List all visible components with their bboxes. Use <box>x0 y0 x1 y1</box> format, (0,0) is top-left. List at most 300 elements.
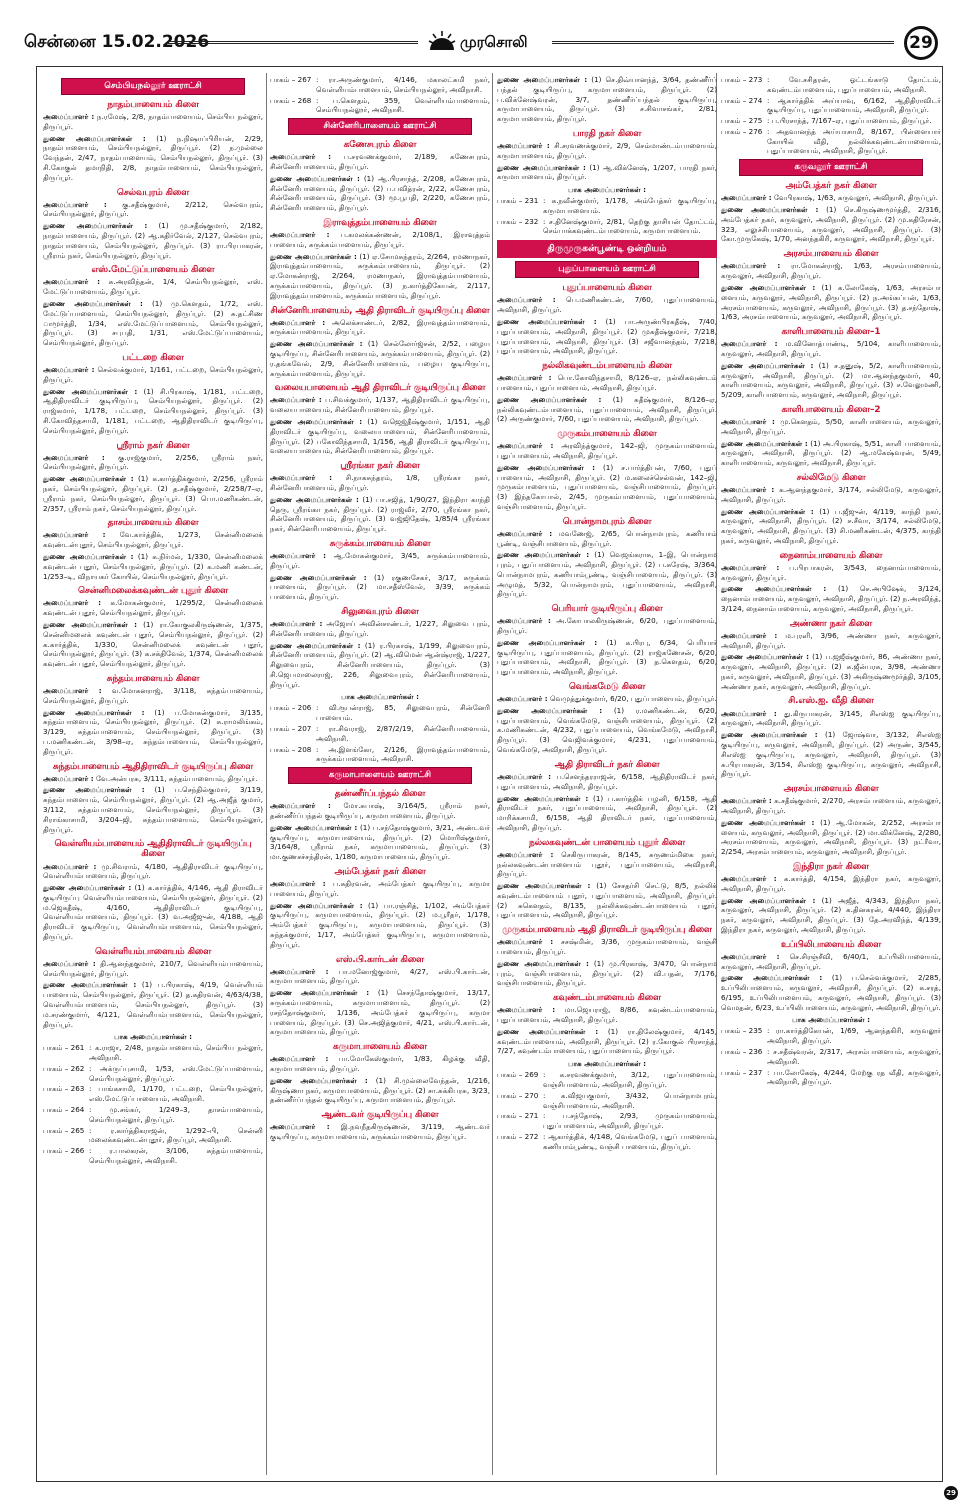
organiser-entry <box>43 785 263 834</box>
organiser-details: மோ.சுபாஷ், 3/164/5, ஸ்ரீராம் நகர், தண்ணீர்ப்பந்தல் குடியிருப்பு, கருமாபாளையம், திருப்பூர். <box>270 801 490 821</box>
role-label: அமைப்பாளர் : <box>721 339 778 349</box>
branch-heading: வலையபாளையம் ஆதி திராவிடர் குடியிருப்பு கிளை <box>274 383 486 394</box>
role-label: துணை அமைப்பாளர்கள் : <box>43 785 145 795</box>
organiser-entry <box>497 937 717 957</box>
organiser-entry <box>43 959 263 979</box>
organiser-details: (1) ப.மோகன்குமார், 3/135, சுந்தம்பாளையம், செம்பியநல்லூர், திருப்பூர். (2) சு.ராமலிங்கம், 3/129, சுந்தம்பாளையம், செம்பியநல்லூர், திருப்பூர். (3) ப.மணிகண்டன், 3/98–ஏ, சுந்தம்பாளையம், செம்பியநல்லூர், திருப்பூர். <box>43 707 263 756</box>
organiser-entry <box>270 573 490 602</box>
edition-date: சென்னை 15.02.2026 <box>24 32 210 52</box>
branch-heading: நல்லிகவுண்டம்பாளையம் கிளை <box>542 361 672 372</box>
booth-entry <box>270 75 490 95</box>
booth-number: பாகம் – 261 <box>43 1043 85 1053</box>
branch-heading: புதுப்பாளையம் கிளை <box>562 283 652 294</box>
organiser-entry <box>270 551 490 571</box>
organiser-entry <box>497 1005 717 1025</box>
role-label: அமைப்பாளர் : <box>721 562 780 572</box>
organiser-entry <box>721 563 941 583</box>
column-3 <box>497 75 717 1473</box>
booth-organiser-details: : ரா.கார்த்திகேயன், 1/69, ஆனந்தகிரி, கருவலூர் அவிநாசி, திருப்பூர். <box>767 1026 941 1046</box>
branch-heading: கருமாபாளையம் கிளை <box>332 1042 427 1053</box>
organiser-details: மு.கௌதம், 5/50, காளிபாளையம், கருவலூர், அவிநாசி, திருப்பூர். <box>721 416 941 436</box>
branch-heading: அரசம்பாளையம் கிளை <box>783 784 879 795</box>
branch-heading: எஸ்.மேட்டுப்பாளையம் கிளை <box>91 265 215 276</box>
organiser-details: (1) சி.பிரகாஷ், 1/181, பட்டறை, ஆதிதிராவிடர் குடியிருப்பு, செம்பியநல்லூர், திருப்பூர். (2) ராஜ்கமார், 1/178, பட்டறை, செம்பியநல்லூர், திருப்பூர். (3) சி.கோவிந்தசாமி, 1/181, பட்டறை, ஆதிதிராவிடர் குடியிருப்பு, செம்பியநல்லூர், திருப்பூர். <box>43 386 263 435</box>
booth-organiser-details: : க.நவீன்குமார், 1/178, அம்பேத்கர் குடியிருப்பு, கருமாபாளையம். <box>543 196 717 215</box>
role-label: துணை அமைப்பாளர்கள் : <box>270 572 367 582</box>
role-label: துணை அமைப்பாளர்கள் : <box>497 705 603 715</box>
booth-organiser-details: : க.சரவணக்குமார், 3/12, புதுப்பாளையம், வஞ்சிபாளையம், அவிநாசி, திருப்பூர். <box>543 1070 717 1090</box>
organiser-details: (1) பா.அருண்பிரகதீஷ், 7/40, புதுப்பாளையம், அவிநாசி, திருப்பூர். (2) முகதீஷ்குமார், 7/218, புதுப்பாளையம், அவிநாசி, திருப்பூர். (3) சஜீவானந்தம், 7/218, புதுப்பாளையம், அவிநாசி, திருப்பூர். <box>497 316 717 356</box>
role-label: துணை அமைப்பாளர்கள் : <box>270 900 363 910</box>
masthead-rule-right <box>552 41 894 44</box>
organiser-details: (1) ச.பார்த்திபன், 7/60, புதுப் பாளையம், அவிநாசி, திருப்பூர். (2) ம.கலைச்செல்வன், 142–ஜி, முருகம்பாளையம், புதுப்பாளையம், வஞ்சிபாளையம், திருப்பூர். (3) இந்தகோபால், 2/45, முருகம்பாளையம், புதுப்பாளையம், வஞ்சிபாளையம், திருப்பூர். <box>497 462 717 511</box>
branch-heading: அரசம்பாளையம் கிளை <box>783 249 879 260</box>
branch-heading: ஸ்ரீராம் நகர் கிளை <box>116 440 190 451</box>
organiser-entry <box>721 417 941 437</box>
booth-organiser-details: : பா.லோகேஷ், 4/244, மேற்கு ரத வீதி, கருவலூர், அவிநாசி, திருப்பூர். <box>767 1067 941 1087</box>
booth-organiser-details: : ஆகார்த்திக் அய்யாவு, 6/162, ஆதிதிராவிடர் குடியிருப்பு, புதுப்பாளையம், அவிநாசி, திருப்பூர். <box>767 95 941 115</box>
booth-entry <box>270 96 490 116</box>
role-label: துணை அமைப்பாளர்கள் : <box>43 883 132 893</box>
organiser-details: (1) ஆ.பிரசாந்த், 2/208, கணேசபுரம், சின்னேரிபாளையம், திருப்பூர். (2) ப.பவித்ரன், 2/22, கணேசபுரம், சின்னேரிபாளையம், திருப்பூர். (3) மூ.பூபதி, 2/220, கணேசபுரம், சின்னேரிபாளையம், திருப்பூர். <box>270 173 490 213</box>
organiser-details: மு.சிவராம், 4/180, ஆதிதிராவிடர் குடியிருப்பு, வெள்ளியம்பாளையம், திருப்பூர். <box>43 861 263 881</box>
organiser-entry <box>43 883 263 942</box>
organiser-details: பொ.கோவிந்தசாமி, 8/126–ஏ, நல்லிகவுண்டம் பாளையம், புதுப்பாளையம், அவிநாசி, திருப்பூர். <box>497 373 717 392</box>
organiser-details: (1) ர.மணிகண்டன், 6/20, புதுப்பாளையம், வெங்கமேடு, வஞ்சிபாளையம், திருப்பூர். (2) க.மணிகண்டன், 4/232, புதுப்பாளையம், வெங்கமேடு, அவிநாசி, திருப்பூர். (3) வெஜிவக்குமார், 4/231, புதுப்பாளையம், வெங்கமேடு, அவிநாசி, திருப்பூர். <box>497 705 717 755</box>
role-label: அமைப்பாளர் : <box>43 958 96 968</box>
organiser-entry <box>270 967 490 987</box>
organiser-details: (1) ஆ.விக்னேஷ், 1/207, பாரதி நகர், கருமாபாளையம், திருப்பூர். <box>497 162 717 182</box>
booth-entry <box>43 1084 263 1104</box>
organiser-entry <box>721 952 941 972</box>
role-label: துணை அமைப்பாளர்கள் : <box>43 707 145 717</box>
column-1 <box>43 75 263 1473</box>
organiser-entry <box>270 473 490 493</box>
organiser-details: (1) ர.பிரகாஷ், 1/199, சிலுவைபுரம், சின்னேரிபாளையம், திருப்பூர். (2) ஆ.விமென் ஆன்ஷ்ராஜ், 1/227, சிலுவைபுரம், சின்னேரிபாளையம், திருப்பூர். (3) சி.ஜெபமாலைராஜ், 226, சிலுவைபுரம், சின்னேரிபாளையம், திருப்பூர். <box>270 640 490 689</box>
role-label: அமைப்பாளர் : <box>43 112 95 122</box>
booth-organiser-details: : ச.சதீஷ்வரன், 2/317, அரசம்பாளையம், கருவலூர், அவிநாசி. <box>767 1047 941 1066</box>
organiser-details: ப.சரவணக்குமார், 2/189, கணேசபுரம், சின்னேரிபாளையம், திருப்பூர். <box>270 152 490 172</box>
role-label: அமைப்பாளர் : <box>270 152 332 162</box>
panchayat-heading: கருவலூர் ஊராட்சி <box>739 159 924 176</box>
branch-heading: சின்னேரிபாளையம், ஆதி திராவிடர் குடியிருப்பு கிளை <box>270 305 490 316</box>
booth-organiser-details: : ஆகார்த்திக், 4/148, வெங்கமேடு, புதுப் பாளையம், கணியாம்பூண்டி, வஞ்சி பாளையம், திருப்பூர். <box>543 1131 717 1151</box>
booth-entry <box>43 1146 263 1166</box>
organiser-details: (1) வெஜங்கராசு, 1–இ, பொன்நாம புரம், புதுப்பாளையம், அவிநாசி, திருப்பூர். (2) ப.சுரேஷ், 3/364, பொன்நாமபுரம், கணியாம்பூண்டி, வஞ்சிபாளையம், திருப்பூர். (3) அழுமத், 5/32, பொன்நாமபுரம், புதுப்பாளையம், அவிநாசி, திருப்பூர். <box>497 550 717 599</box>
role-label: துணை அமைப்பாளர்கள் : <box>270 822 358 832</box>
organiser-entry <box>270 395 490 415</box>
organiser-details: (1) ப.கார்த்திக் பழனி, 6/158, ஆதி திராவிடர் நகர், புதுப்பாளையம், அவிநாசி, திருப்பூர். (2) மாரிக்கசாமி, 6/158, ஆதி திராவிடர் நகர், புதுப்பாளையம், அவிநாசி, திருப்பூர். <box>497 793 717 832</box>
organiser-details: சி.சரவணக்குமார், 2/9, செம்மாண்டம்பாளையம், கருமாபாளையம், திருப்பூர். <box>497 141 717 160</box>
booth-organiser-details: : க.விஜயகுமார், 3/432, பொன்நாமபுரம், வஞ்சிபாளையம், அவிநாசி. <box>543 1090 717 1110</box>
organiser-entry <box>497 373 717 393</box>
organiser-entry <box>43 530 263 550</box>
organiser-details: (1) ரகுணசேகர், 3/17, சுருக்கம் பாளையம், திருப்பூர். (2) மா.சதீஸ்வேல், 3/39, சுருக்கம் பாளையம், திருப்பூர். <box>270 572 490 602</box>
organiser-entry <box>721 507 941 546</box>
branch-heading: கவுண்டம்பாளையம் கிளை <box>553 993 661 1004</box>
booth-organisers-heading: பாக அமைப்பாளர்கள் : <box>792 1015 870 1025</box>
organiser-entry <box>270 988 490 1037</box>
union-heading: திருமுருகன்பூண்டி ஒன்றியம் <box>497 240 717 258</box>
organiser-entry <box>270 152 490 172</box>
role-label: அமைப்பாளர் : <box>721 708 777 718</box>
role-label: அமைப்பாளர் : <box>43 686 102 696</box>
role-label: அமைப்பாளர் : <box>721 261 781 271</box>
role-label: அமைப்பாளர் : <box>270 619 323 629</box>
organiser-entry <box>721 205 941 244</box>
role-label: துணை அமைப்பாளர்கள் : <box>497 550 590 560</box>
role-label: துணை அமைப்பாளர்கள் : <box>43 133 146 143</box>
booth-entry <box>43 1126 263 1146</box>
organiser-entry <box>43 552 263 581</box>
organiser-details: தி.ஆனந்தகுமார், 210/7, வெள்ளியம்பாளையம், செம்பியநல்லூர், திருப்பூர். <box>43 958 263 978</box>
booth-number: பாகம் – 276 <box>721 126 763 136</box>
booth-organiser-details: : ப.கௌதம், 359, வெள்ளியம்பாளையம், செம்பியநல்லூர், அவிநாசி. <box>316 95 490 115</box>
organiser-details: (1) க.லோகேஷ், 1/63, அரசம்பா ளையம், கருவலூர், அவிநாசி, திருப்பூர். (2) ந.அங்கப்பன், 1/63, அரசம்பாளையம், கருவலூர், அவிநாசி, திருப்பூர். (3) த.சந்தோஷ், 1/63, அரசம்பாளையம், கருவலூர், அவிநாசி, திருப்பூர். <box>721 282 941 322</box>
organiser-details: ந.ரமேஷ், 2/8, நாதம்பாளையம், செம்பிய நல்லூர், திருப்பூர். <box>43 112 263 131</box>
organiser-entry <box>43 453 263 473</box>
organiser-entry <box>43 980 263 1029</box>
organiser-details: (1) ஏ.சோமசுந்தரம், 2/264, ரமணாநகர், இராவுத்தம்பாளையம், சுருக்கம்பாளையம், திருப்பூர். (2) ஏ.மோகன்ராஜ், 2/264, ரமணாநகர், இராவுத்தம்பாளையம், சுருக்கம்பாளையம், திருப்பூர். (3) ந.கார்த்திகேயன், 2/117, இராவுத்தம்பாளையம், சுருக்கம்பாளையம், திருப்பூர். <box>270 251 490 300</box>
organiser-entry <box>43 200 263 220</box>
role-label: அமைப்பாளர் : <box>497 295 556 305</box>
organiser-entry <box>497 772 717 792</box>
booth-organiser-details: : க.ராஜா, 2/48, நாதம்பாளையம், செம்பிய நல்லூர், அவிநாசி. <box>89 1043 263 1063</box>
organiser-details: சி.நாகசுந்தரம், 1/8, ஸ்ரீரங்கா நகர், சின்னேரிபாளையம், திருப்பூர். <box>270 473 490 492</box>
organiser-entry <box>497 163 717 183</box>
organiser-entry <box>497 463 717 512</box>
branch-heading: வெள்ளியம்பாளையம் கிளை <box>94 946 212 957</box>
organiser-entry <box>721 439 941 468</box>
organiser-details: பெ.மணிகண்டன், 7/60, புதுப்பாளையம், அவிநாசி, திருப்பூர். <box>497 295 717 315</box>
booth-number: பாகம் – 235 <box>721 1026 763 1036</box>
organiser-details: (1) செ.அபிஷேக், 3/124, நைனாம்பாளையம், கருவலூர், அவிநாசி, திருப்பூர். (2) ந.அரவிந்த், 3/124, நைனாம்பாளையம், கருவலூர், அவிநாசி, திருப்பூர். <box>721 584 941 613</box>
organiser-entry <box>721 796 941 816</box>
role-label: துணை அமைப்பாளர்கள் : <box>497 394 602 404</box>
role-label: அமைப்பாளர் : <box>497 1005 556 1015</box>
organiser-entry <box>721 361 941 400</box>
role-label: அமைப்பாளர் : <box>43 530 106 540</box>
organiser-entry <box>270 1054 490 1074</box>
organiser-details: வே.அன்பரசு, 3/111, சுந்தம்பாளையம், திருப்பூர். <box>93 773 258 783</box>
booth-organisers-heading: பாக அமைப்பாளர்கள் : <box>568 1059 646 1069</box>
booth-number: பாகம் – 232 <box>497 216 539 226</box>
branch-heading: பாரதி நகர் கிளை <box>572 128 642 139</box>
organiser-entry <box>270 252 490 301</box>
booth-organiser-details: : ரா.சிவராஜ், 2/87/2/19, சின்னேரிபாளையம், அவிநாசி. <box>316 724 490 743</box>
booth-entry <box>721 1068 941 1088</box>
organiser-details: (1) ப.செல்வக்குமார், 2/285, உப்பிலிபாளையம், கருவலூர், அவிநாசி, திருப்பூர். (2) க.சரத், 6/195, உப்பிலிபாளையம், கருவலூர், அவிநாசி, திருப்பூர். (3) வெமதன், 6/23, உப்பிலிபாளையம், கருவலூர், அவிநாசி, திருப்பூர். <box>721 973 941 1012</box>
booth-organiser-details: : வே.சசிதரன், ஓட்டங்காடு தோட்டம், கவுண்டம்பாளையம், புதுப்பாளையம், அவிநாசி. <box>767 75 941 94</box>
organiser-entry <box>43 620 263 669</box>
paper-name: முரசொலி <box>460 33 528 51</box>
organiser-details: கு.ராஜ்குமார், 2/256, ஸ்ரீராம் நகர், செம்பியநல்லூர், திருப்பூர். <box>43 452 263 472</box>
role-label: துணை அமைப்பாளர்கள் : <box>721 438 808 448</box>
branch-heading: சல்லிமேடு கிளை <box>796 472 866 483</box>
role-label: துணை அமைப்பாளர்கள் : <box>43 474 134 484</box>
organiser-entry <box>497 441 717 461</box>
booth-organiser-details: : ச.தினேஷ்குமார், 2/81, தெற்கு தாசியன் தோட்டம், செம்பாக்கவுண்டம்பாளையம், கருமாபாளையம். <box>543 216 717 236</box>
booth-entry <box>270 724 490 744</box>
organiser-details: (1) ரா.திலேஷ்குமார், 4/145, கவுண்டம்பாளையம், அவிநாசி, திருப்பூர். (2) ர.கோகுல் பிரசாந்த், 7/27, கவுண்டம்பாளையம், புதுப்பாளையம், திருப்பூர். <box>497 1026 717 1056</box>
organiser-entry <box>43 387 263 436</box>
role-label: அமைப்பாளர் : <box>43 773 94 783</box>
organiser-details: (1) செ.கிருஷ்ணமூர்த்தி, 2/316, அம்பேத்கர் நகர், கருவலூர், அவிநாசி, திருப்பூர். (2) மு.கதிரேசன், 323, எலுச்சிபாளையம், கருவலூர், அவிநாசி, திருப்பூர். (3) கோ.முருகேஷ், 1/70, அனந்தகிரி, கருவலூர், அவிநாசி, திருப்பூர். <box>721 205 941 244</box>
organiser-entry <box>270 879 490 899</box>
organiser-details: ம.புரளி, 3/96, அண்ணா நகர், கருவலூர், அவிநாசி, திருப்பூர். <box>721 630 941 650</box>
organiser-details: கு.சதீஷ்குமார், 2/212, செல்வபுரம், செம்பியநல்லூர், திருப்பூர். <box>43 199 263 219</box>
organiser-entry <box>270 1076 490 1105</box>
organiser-details: (1) செல்லோர்ஜ்சன், 2/52, பழைய குடியிருப்பு, சின்னேரிபாளையம், சுருக்கம்பாளையம், திருப்பூர். (2) ர.தங்கவேல், 2/9, சின்னேரிபாளையம், பழைய குடியிருப்பு, சுருக்கம்பாளையம், திருப்பூர். <box>270 339 490 378</box>
organiser-details: ப.சிவக்குமார், 1/137, ஆதிதிராவிடர் குடியிருப்பு, வலையபாளையம், சின்னேரிபாளையம், திருப்பூர். <box>270 395 490 415</box>
organiser-details: (1) ப.செந்தில்குமார், 3/119, சுந்தம்பாளையம், செம்பியநல்லூர், திருப்பூர். (2) ஆ.அஜீத் குமார், 3/112, சுந்தம்பாளையம், செம்பியநல்லூர், திருப்பூர். (3) சிராங்காசாமி, 3/204–ஜி, சுந்தம்பாளையம், செம்பியநல்லூர், திருப்பூர். <box>43 785 263 834</box>
organiser-entry <box>721 193 941 203</box>
booth-entry <box>721 1026 941 1046</box>
page-number-badge: 29 <box>904 26 938 60</box>
booth-number: பாகம் – 270 <box>497 1090 539 1100</box>
organiser-details: ப.சுதிரவன், அம்பேத்கர் குடியிருப்பு, கருமா பாளையம், திருப்பூர். <box>270 879 490 898</box>
organiser-details: (1) ஜோஷ்வா, 3/132, சிஎஸ்ஐ குடியிருப்பு, கருவலூர், அவிநாசி, திருப்பூர். (2) அருண், 3/545, சிஎஸ்ஐ குடியிருப்பு, கருவலூர், அவிநாசி, திருப்பூர். (3) சு.பிரபாகரன், 3/154, சிஎஸ்ஐ குடியிருப்பு, கருவலூர், அவிநாசி, திருப்பூர். <box>721 730 941 779</box>
branch-heading: வெங்கமேடு கிளை <box>568 682 646 693</box>
organiser-entry <box>270 318 490 338</box>
role-label: துணை அமைப்பாளர்கள் : <box>721 730 818 740</box>
organiser-entry <box>43 598 263 618</box>
organiser-entry <box>497 881 717 920</box>
role-label: அமைப்பாளர் : <box>497 528 553 538</box>
organiser-entry <box>721 973 941 1012</box>
column-2 <box>270 75 490 1473</box>
organiser-details: அலெக்சாண்டர், 2/82, இராவுத்தம்பாளையம், சுருக்கம்பாளையம், திருப்பூர். <box>270 317 490 337</box>
organiser-entry <box>721 485 941 505</box>
booth-number: பாகம் – 262 <box>43 1063 85 1073</box>
organiser-entry <box>43 708 263 757</box>
masthead-rule-left <box>168 41 418 44</box>
booth-entry <box>43 1064 263 1084</box>
role-label: அமைப்பாளர் : <box>43 598 101 608</box>
branch-heading: உப்பிலிபாளையம் கிளை <box>780 939 882 950</box>
role-label: துணை அமைப்பாளர்கள் : <box>43 980 137 990</box>
organiser-entry <box>721 730 941 779</box>
role-label: துணை அமைப்பாளர்கள் : <box>497 316 597 326</box>
role-label: துணை அமைப்பாளர்கள் : <box>497 881 591 891</box>
role-label: துணை அமைப்பாளர்கள் : <box>497 958 589 968</box>
organiser-details: வ.மோகனராஜ், 3/118, சுந்தம்பாளையம், செம்பியநல்லூர், திருப்பூர். <box>43 686 263 705</box>
organiser-entry <box>721 652 941 691</box>
organiser-details: (1) ரா.கோகுலகிருஷ்ணன், 1/375, சென்னிமலைக் கவுண்டன் புதூர், செம்பியநல்லூர், திருப்பூர். (2) க.கார்த்திக், 1/330, சென்னிமலைக் கவுண்டன் புதூர், செம்பியநல்லூர், திருப்பூர். (3) க.சக்திவேல், 1/374, சென்னிமலைக் கவுண்டன் புதூர், செம்பியநல்லூர், திருப்பூர். <box>43 620 263 669</box>
organiser-entry <box>43 474 263 513</box>
role-label: அமைப்பாளர் : <box>270 395 322 405</box>
role-label: அமைப்பாளர் : <box>270 801 331 811</box>
role-label: துணை அமைப்பாளர்கள் : <box>497 162 586 172</box>
organiser-details: ப.சௌந்தரராஜன், 6/158, ஆதிதிராவிடர் நகர், புதுப்பாளையம், அவிநாசி, திருப்பூர். <box>497 771 717 791</box>
organiser-entry <box>497 638 717 677</box>
panchayat-heading: புதுப்பாளையம் ஊராட்சி <box>515 261 700 278</box>
organiser-details: செல்வக்குமார், 1/161, பட்டறை, செம்பியநல்லூர், திருப்பூர். <box>43 365 263 384</box>
organiser-entry <box>497 75 717 124</box>
branch-heading: காளிபாளையம் கிளை–1 <box>781 327 881 338</box>
organiser-entry <box>43 134 263 183</box>
branch-heading: அம்பேத்கர் நகர் கிளை <box>334 866 426 877</box>
branch-heading: வெள்ளியம்பாளையம் ஆதிதிராவிடர் குடியிருப்பு கிளை <box>54 839 252 860</box>
role-label: துணை அமைப்பாளர்கள் : <box>721 584 827 594</box>
booth-number: பாகம் – 275 <box>721 116 763 126</box>
branch-heading: ஆதி திராவிடர் நகர் கிளை <box>554 759 660 770</box>
booth-number: பாகம் – 264 <box>43 1105 85 1115</box>
role-label: அமைப்பாளர் : <box>43 365 95 375</box>
role-label: துணை அமைப்பாளர்கள் : <box>270 173 360 183</box>
organiser-entry <box>497 295 717 315</box>
booth-number: பாகம் – 263 <box>43 1084 85 1094</box>
organiser-entry <box>721 818 941 857</box>
booth-number: பாகம் – 274 <box>721 95 763 105</box>
organiser-entry <box>497 529 717 549</box>
panchayat-heading: சின்னேரிபாளையம் ஊராட்சி <box>288 118 473 135</box>
organiser-details: க.கார்த்தி, 4/154, இந்திரா நகர், கருவலூர், அவிநாசி, திருப்பூர். <box>721 873 941 893</box>
organiser-details: பா.மனோஜ்குமார், 4/27, எஸ்.பி.கார்டன், கருமாபாளையம், திருப்பூர். <box>270 966 490 986</box>
role-label: துணை அமைப்பாளர்கள் : <box>497 1026 599 1036</box>
booth-organisers-heading: பாக அமைப்பாளர்கள் : <box>568 185 646 195</box>
booth-entry <box>497 217 717 237</box>
organiser-entry <box>270 495 490 534</box>
role-label: துணை அமைப்பாளர்கள் : <box>721 895 816 905</box>
role-label: துணை அமைப்பாளர்கள் : <box>497 75 588 84</box>
organiser-details: (1) பா.சஜித், 1/90/27, இந்திரா காந்தி தெரு, ஸ்ரீரங்கா நகர், திருப்பூர். (2) ராஜ்வீர், 2/70, ஸ்ரீரங்கா நகர், சின்னேரிபாளையம், திருப்பூர். (3) வஜ்ஜிதேஷ், 1/85/4 ஸ்ரீரங்கா நகர், சின்னேரிபாளையம், திருப்பூர். <box>270 494 490 534</box>
role-label: அமைப்பாளர் : <box>721 630 778 640</box>
booth-number: பாகம் – 272 <box>497 1131 539 1141</box>
article-frame <box>36 66 943 1482</box>
role-label: அமைப்பாளர் : <box>497 849 554 859</box>
organiser-details: (1) ஆ.மோகன், 2/252, அரசம்பா ளையம், கருவலூர், அவிநாசி, திருப்பூர். (2) மா.விக்னேஷ், 2/280, அரசம்பாளையம், கருவலூர், அவிநாசி, திருப்பூர். (3) நட்ரீவா, 2/254, அரசம்பாளையம், கருவலூர், அவிநாசி, திருப்பூர். <box>721 817 941 857</box>
organiser-details: வே.கார்த்திக், 1/273, சென்னிமலைக் கவுண்டன்புதூர், செம்பியநல்லூர், திருப்பூர். <box>43 530 263 550</box>
role-label: அமைப்பாளர் : <box>721 873 777 883</box>
organiser-details: (1) வஜெஜ்தீஷ்குமார், 1/151, ஆதி திராவிடர் குடியிருப்பு, வலையபாளையம், சின்னேரிபாளையம், திருப்பூர். (2) பகோவிந்தசாமி, 1/156, ஆதி திராவிடர் குடியிருப்பு, வலையபாளையம், சின்னேரிபாளையம், திருப்பூர். <box>270 416 490 456</box>
role-label: துணை அமைப்பாளர்கள் : <box>43 552 134 561</box>
organiser-details: பா.மோகேஸ்குமார், 1/83, கிழக்கு வீதி, கருமாபாளையம், திருப்பூர். <box>270 1054 490 1074</box>
booth-organiser-details: : ர.பாலகரன், 3/106, சுந்தம்பாளையம், செம்பியநல்லூர், அவிநாசி. <box>89 1146 263 1165</box>
organiser-entry <box>43 277 263 297</box>
organiser-details: மா.ஜெயராஜ், 8/86, கவுண்டம்பாளையம், புதுப்பாளையம், அவிநாசி, திருப்பூர். <box>497 1005 717 1025</box>
organiser-details: (1) க.கார்த்திக், 4/146, ஆதி திராவிடர் குடியிருப்பு வெள்ளியம்பாளையம், செம்பியநல்லூர், திருப்பூர். (2) ம.ஜெகதீஷ், 4/160, ஆதிதிராவிடர் குடியிருப்பு, வெள்ளியம்பாளையம், திருப்பூர். (3) வ.அஜீஜுன், 4/188, ஆதி திராவிடர் குடியிருப்பு, வெள்ளியம்பாளையம், செம்பியநல்லூர், திருப்பூர். <box>43 883 263 941</box>
organiser-details: சசஷ்மின், 3/36, முருகம்பாளையம், வஞ்சி பாளையம், திருப்பூர். <box>497 937 717 957</box>
branch-heading: நாதம்பாளையம் கிளை <box>107 100 199 110</box>
organiser-details: வெமுத்துக்குமார், 6/20, புதுப்பாளையம், திருப்பூர். <box>547 694 717 704</box>
role-label: துணை அமைப்பாளர்கள் : <box>497 462 595 472</box>
organiser-entry <box>497 959 717 988</box>
role-label: துணை அமைப்பாளர்கள் : <box>721 360 814 370</box>
role-label: துணை அமைப்பாளர்கள் : <box>721 282 816 292</box>
booth-entry <box>721 96 941 116</box>
organiser-details: ப.கமலக்கண்ணன், 2/108/1, இராவுத்தம் பாளையம், சுருக்கம்பாளையம், திருப்பூர். <box>270 230 490 249</box>
booth-entry <box>497 1111 717 1131</box>
role-label: அமைப்பாளர் : <box>270 1054 329 1064</box>
column-4 <box>721 75 941 1473</box>
branch-heading: சிலுவைபுரம் கிளை <box>341 606 419 617</box>
organiser-entry <box>497 850 717 879</box>
branch-heading: தாசம்பாளையம் கிளை <box>107 518 199 529</box>
organiser-entry <box>497 1027 717 1056</box>
booth-organiser-details: : ப.சந்தோஷ், 2/93, முருகம்பாளையம், புதுப்பாளையம், அவிநாசி, திருப்பூர். <box>543 1111 717 1131</box>
organiser-details: (1) சி.முல்லைவேந்தன், 1/216, கிருஷ்ணா நகர், கருமாபாளையம், திருப்பூர். (2) சா.சுக்கிபரசு, 3/23, தண்ணீர்ப்பந்தல் குடியிருப்பு, கருமாபாளையம், திருப்பூர். <box>270 1075 490 1105</box>
organiser-details: இ.நவநீதகிருஷ்ணன், 3/119, ஆண்டவர் குடியிருப்பு, கருமாபாளையம், சுருக்கம்பாளையம், திருப்பூர். <box>270 1122 490 1142</box>
booth-organiser-details: : பாங்கசாமி, 1/170, பட்டறை, செம்பியநல்லூர், எஸ்.மேட்டுப்பாளையம், அவிநாசி. <box>89 1084 263 1104</box>
booth-entry <box>721 127 941 156</box>
branch-heading: காளிபாளையம் கிளை–2 <box>781 404 881 415</box>
role-label: துணை அமைப்பாளர்கள் : <box>497 637 598 647</box>
organiser-entry <box>43 299 263 348</box>
booth-number: பாகம் – 271 <box>497 1111 539 1121</box>
organiser-entry <box>721 339 941 359</box>
organiser-entry <box>497 141 717 161</box>
booth-organiser-details: : வி.ரூபன்ராஜ், 85, சிலுவைபுரம், சின்னேரி பாளையம். <box>316 703 490 723</box>
booth-entry <box>43 1043 263 1063</box>
organiser-entry <box>270 641 490 690</box>
organiser-details: (1) சுதீஷ்குமார், 8/126–ஏ, நல்லிகவுண்டம்பாளையம், புதுப்பாளையம், அவிநாசி, திருப்பூர். (2) அருண்குமார், 7/60, புதுப்பாளையம், அவிநாசி, திருப்பூர். <box>497 394 717 424</box>
booth-number: பாகம் – 268 <box>270 95 312 105</box>
branch-heading: அம்பேத்கர் நகர் கிளை <box>785 181 877 192</box>
booth-number: பாகம் – 208 <box>270 744 312 754</box>
branch-heading: கணேசபுரம் கிளை <box>343 140 417 151</box>
organiser-details: க.ஆனந்தகுமார், 3/174, சல்லிமேடு, கருவலூர், அவிநாசி, திருப்பூர். <box>721 484 941 504</box>
organiser-details: ரா.மோகன்ராஜ், 1/63, அரசம்பாளையம், கருவலூர், அவிநாசி, திருப்பூர். <box>721 261 941 281</box>
branch-heading: செல்வபுரம் கிளை <box>116 187 190 198</box>
role-label: அமைப்பாளர் : <box>721 416 775 426</box>
branch-heading: சென்னிமலைக்கவுண்டன் புதூர் கிளை <box>78 586 228 597</box>
branch-heading: ஸ்ரீரங்கா நகர் கிளை <box>340 461 420 472</box>
booth-organiser-details: : ரா.அருண்குமார், 4/146, மகாலட்சுமி நகர், வெள்ளியம்பாளையம், செம்பியநல்லூர், அவிநாசி. <box>316 75 490 94</box>
role-label: துணை அமைப்பாளர்கள் : <box>270 251 357 261</box>
role-label: அமைப்பாளர் : <box>270 879 326 889</box>
booth-organiser-details: : அக்ருப்புசாமி, 1/53, எஸ்.மேட்டுப்பாளையம், செம்பியநல்லூர், திருப்பூர். <box>89 1063 263 1083</box>
booth-entry <box>497 1091 717 1111</box>
organiser-entry <box>497 550 717 599</box>
organiser-entry <box>43 112 263 132</box>
organiser-entry <box>497 616 717 636</box>
rising-sun-logo-icon <box>428 30 456 54</box>
panchayat-heading: செம்பியநல்லூர் ஊராட்சி <box>61 78 246 95</box>
role-label: அமைப்பாளர் : <box>497 616 551 626</box>
booth-entry <box>43 1105 263 1125</box>
role-label: துணை அமைப்பாளர்கள் : <box>43 299 143 309</box>
branch-heading: நைனாம்பாளையம் கிளை <box>779 550 883 561</box>
organiser-entry <box>721 584 941 613</box>
branch-heading: பொன்நாமபுரம் கிளை <box>562 516 652 527</box>
organiser-details: (1) அ.பிரகாஷ், 5/51, காளி பாளையம், கருவலூர், அவிநாசி, திருப்பூர். (2) ஆ.மகேஷ்வரன், 5/49, காளிபாளையம், கருவலூர், அவிநாசி, திருப்பூர். <box>721 438 941 468</box>
organiser-details: (1) க.நிர்மல், 1/330, சென்னிமலைக் கவுண்டன் புதூர், செம்பியநல்லூர், திருப்பூர். (2) க.மணி கண்டன், 1/253–டி, விநாயகர் கோயில், செம்பியநல்லூர், திருப்பூர். <box>43 552 263 581</box>
organiser-details: (1) ப.ஜஜீஷ்குமார், 86, அண்ணா நகர், கருவலூர், அவிநாசி, திருப்பூர். (2) சு.ஜீன்பரசு, 3/98, அண்ணா நகர், கருவலூர், அவிநாசி, திருப்பூர். (3) அகிருஷ்ணமூர்த்தி, 3/105, அண்ணா நகர், கருவலூர், அவிநாசி, திருப்பூர். <box>721 652 941 691</box>
role-label: அமைப்பாளர் : <box>497 141 550 151</box>
organiser-entry <box>270 801 490 821</box>
booth-number: பாகம் – 266 <box>43 1146 85 1156</box>
organiser-entry <box>721 896 941 935</box>
organiser-details: (1) ப.ஜீஜுன், 4/119, காந்தி நகர், கருவலூர், அவிநாசி, திருப்பூர். (2) ச.சீவா, 3/174, சல்லிமேடு, கருவலூர், அவிநாசி, திருப்பூர். (3) சி.மணிகண்டன், 4/375, காந்தி நகர், கருவலூர், அவிநாசி, திருப்பூர். <box>721 506 941 545</box>
role-label: துணை அமைப்பாளர்கள் : <box>721 205 819 215</box>
role-label: துணை அமைப்பாளர்கள் : <box>721 652 810 662</box>
booth-organiser-details: : ர.கார்த்திகராஜன், 1/292–பி, சென்னி மலைக்கவுண்டன்புதூர், திருப்பூர், அவிநாசி. <box>89 1125 263 1145</box>
role-label: அமைப்பாளர் : <box>43 861 97 871</box>
branch-heading: முருகம்பாளையம் ஆதி திராவிடர் குடியிருப்பு கிளை <box>502 925 712 936</box>
booth-entry <box>497 1070 717 1090</box>
organiser-details: செ.சிரஞ்சீவி, 6/40/1, உப்பிலிபாளையம், கருவலூர், அவிநாசி, திருப்பூர். <box>721 951 941 971</box>
organiser-entry <box>497 317 717 356</box>
branch-heading: இராவுத்தம்பாளையம் கிளை <box>323 217 437 228</box>
booth-organiser-details: : அ.இளங்கோ, 2/126, இராவுத்தம்பாளையம், சுருக்கம்பாளையம், அவிநாசி. <box>316 744 490 764</box>
organiser-entry <box>43 774 263 784</box>
booth-number: பாகம் – 269 <box>497 1070 539 1080</box>
organiser-entry <box>43 686 263 706</box>
booth-entry <box>721 75 941 95</box>
booth-entry <box>497 196 717 216</box>
organiser-entry <box>497 706 717 755</box>
